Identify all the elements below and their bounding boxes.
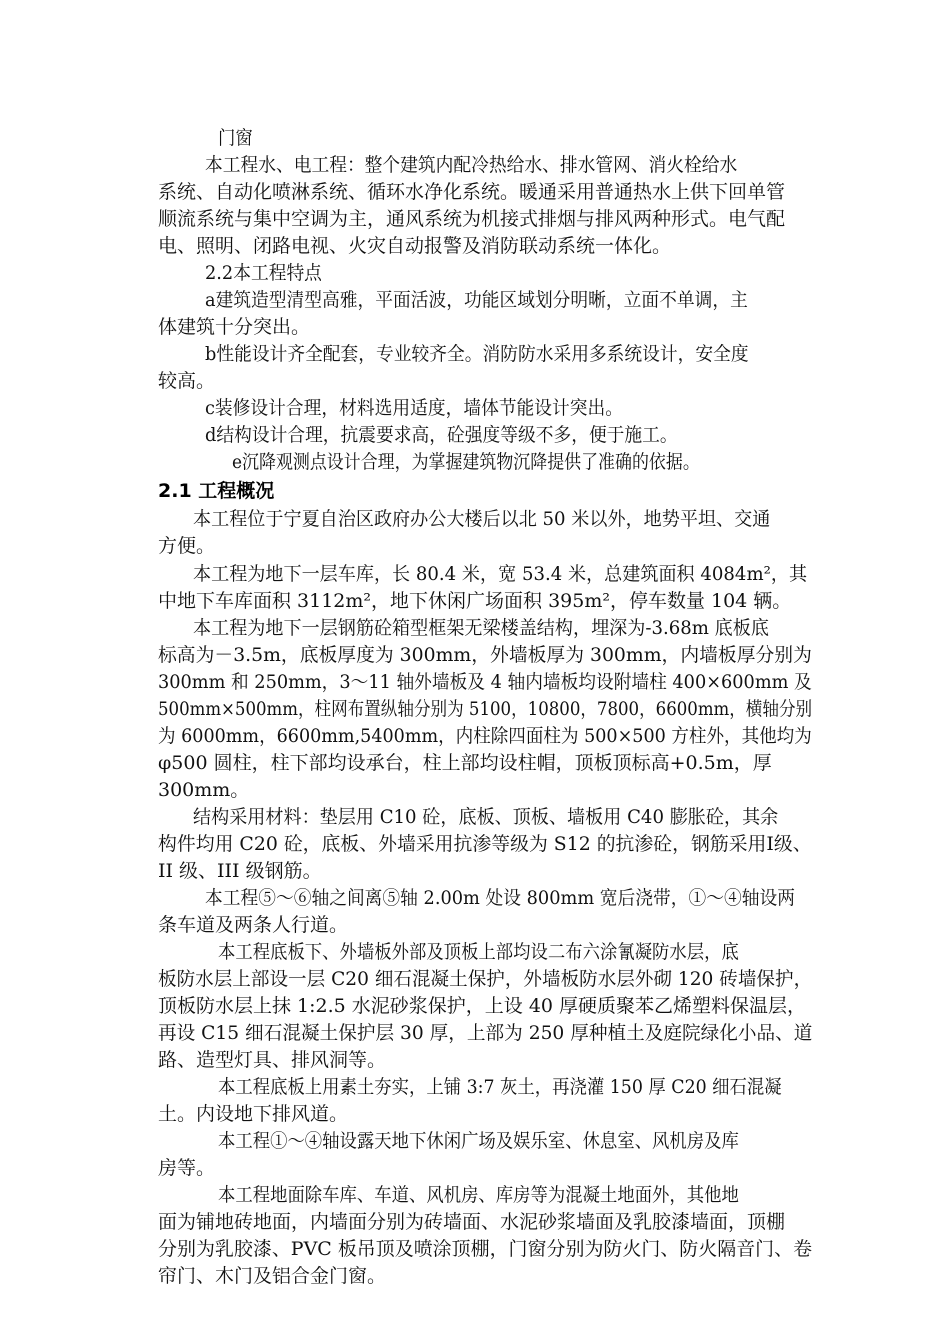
text-line: 体建筑十分突出。 — [158, 316, 311, 338]
text-line: 面为铺地砖地面，内墙面分别为砖墙面、水泥砂浆墙面及乳胶漆墙面，顶棚 — [158, 1211, 786, 1233]
text-line: 2.2本工程特点 — [205, 262, 322, 284]
text-line: 结构采用材料：垫层用 C10 砼，底板、顶板、墙板用 C40 膨胀砼，其余 — [193, 806, 779, 828]
text-line: 分别为乳胶漆、PVC 板吊顶及喷涂顶棚，门窗分别为防火门、防火隔音门、卷 — [158, 1238, 813, 1260]
text-line: 再设 C15 细石混凝土保护层 30 厚，上部为 250 厚种植土及庭院绿化小品、道 — [158, 1022, 813, 1044]
text-line: 路、造型灯具、排风洞等。 — [158, 1049, 387, 1071]
text-line: 本工程为地下一层钢筋砼箱型框架无梁楼盖结构，埋深为-3.68m 底板底 — [193, 617, 769, 639]
text-line: 帘门、木门及铝合金门窗。 — [158, 1265, 387, 1287]
text-line: 本工程①～④轴设露天地下休闲广场及娱乐室、休息室、风机房及库 — [218, 1130, 739, 1152]
text-line: 较高。 — [158, 370, 216, 392]
text-line: 标高为－3.5m，底板厚度为 300mm，外墙板厚为 300mm，内墙板厚分别为 — [158, 644, 812, 666]
text-line: 中地下车库面积 3112m²，地下休闲广场面积 395m²，停车数量 104 辆。 — [158, 590, 792, 612]
text-line: c装修设计合理，材料选用适度，墙体节能设计突出。 — [205, 397, 624, 419]
text-line: 本工程⑤～⑥轴之间离⑤轴 2.00m 处设 800mm 宽后浇带，①～④轴设两 — [205, 887, 795, 909]
text-line: 为 6000mm，6600mm,5400mm，内柱除四面柱为 500×500 方柱外，其他均为 — [158, 725, 812, 747]
text-line: 本工程底板下、外墙板外部及顶板上部均设二布六涂氰凝防水层，底 — [218, 941, 739, 963]
text-line: 房等。 — [158, 1157, 216, 1179]
text-line: 门窗 — [218, 127, 253, 149]
text-line: 顶板防水层上抹 1:2.5 水泥砂浆保护，上设 40 厚硬质聚苯乙烯塑料保温层， — [158, 995, 807, 1017]
text-line: 本工程底板上用素土夯实，上铺 3:7 灰土，再浇灌 150 厚 C20 细石混凝 — [218, 1076, 782, 1098]
text-line: 系统、自动化喷淋系统、循环水净化系统。暖通采用普通热水上供下回单管 — [158, 181, 786, 203]
text-line: a建筑造型清型高雅，平面活波，功能区域划分明晰，立面不单调，主 — [205, 289, 748, 311]
text-line: 本工程为地下一层车库，长 80.4 米，宽 53.4 米，总建筑面积 4084m²，其 — [193, 563, 808, 585]
text-line: e沉降观测点设计合理，为掌握建筑物沉降提供了准确的依据。 — [232, 451, 700, 473]
text-line: 本工程水、电工程：整个建筑内配冷热给水、排水管网、消火栓给水 — [205, 154, 738, 176]
text-line: 顺流系统与集中空调为主，通风系统为机接式排烟与排风两种形式。电气配 — [158, 208, 786, 230]
text-line: 本工程位于宁夏自治区政府办公大楼后以北 50 米以外，地势平坦、交通 — [193, 508, 771, 530]
text-line: II 级、III 级钢筋。 — [158, 860, 322, 882]
text-line: φ500 圆柱，柱下部均设承台，柱上部均设柱帽，顶板顶标高+0.5m，厚 — [158, 752, 772, 774]
text-line: 500mm×500mm，柱网布置纵轴分别为 5100，10800，7800，6600mm，横轴分别 — [158, 698, 813, 720]
text-line: 300mm 和 250mm，3～11 轴外墙板及 4 轴内墙板均设附墙柱 400×600mm 及 — [158, 671, 812, 693]
section-heading: 2.1 工程概况 — [158, 480, 275, 502]
text-line: b性能设计齐全配套，专业较齐全。消防防水采用多系统设计，安全度 — [205, 343, 749, 365]
text-line: 电、照明、闭路电视、火灾自动报警及消防联动系统一体化。 — [158, 235, 672, 257]
text-line: 本工程地面除车库、车道、风机房、库房等为混凝土地面外，其他地 — [218, 1184, 739, 1206]
text-line: d结构设计合理，抗震要求高，砼强度等级不多，便于施工。 — [205, 424, 678, 446]
text-line: 土。内设地下排风道。 — [158, 1103, 349, 1125]
text-line: 条车道及两条人行道。 — [158, 914, 349, 936]
text-line: 方便。 — [158, 535, 216, 557]
text-line: 构件均用 C20 砼，底板、外墙采用抗渗等级为 S12 的抗渗砼，钢筋采用Ⅰ级、 — [158, 833, 812, 855]
text-line: 板防水层上部设一层 C20 细石混凝土保护，外墙板防水层外砌 120 砖墙保护， — [158, 968, 813, 990]
text-line: 300mm。 — [158, 779, 250, 801]
